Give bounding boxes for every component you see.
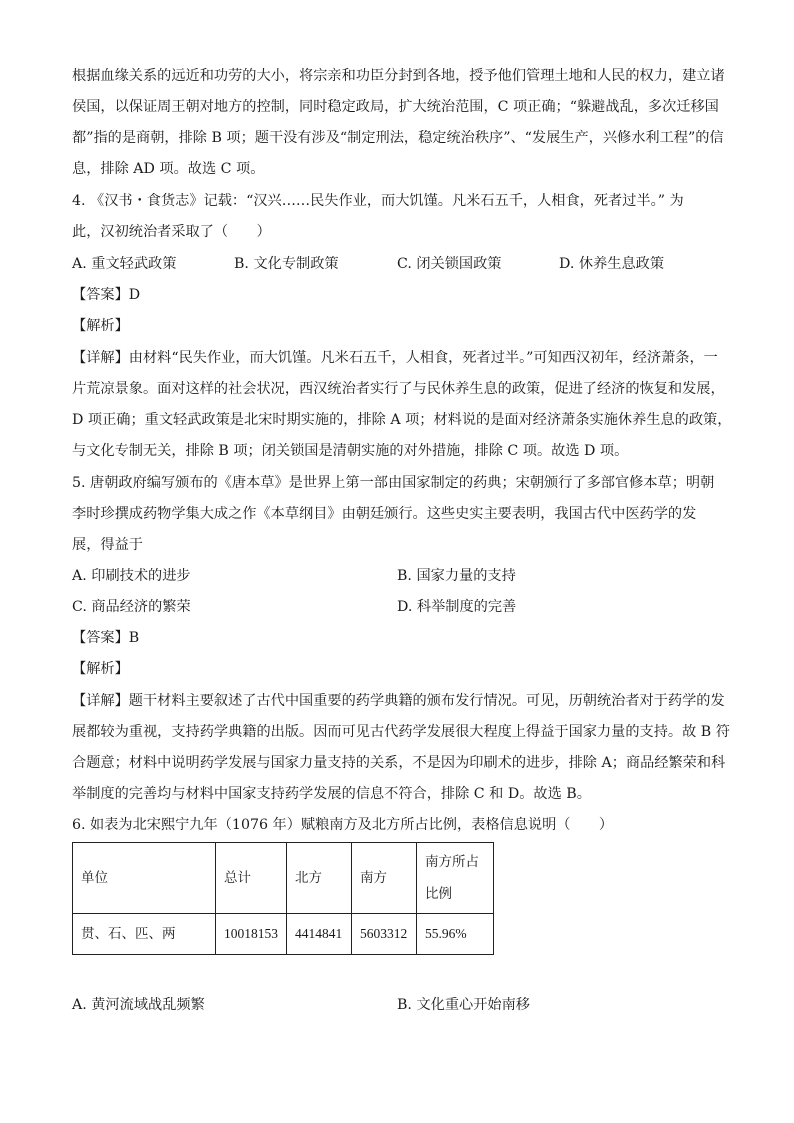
q4-detail-line: D 项正确；重文轻武政策是北宋时期实施的，排除 A 项；材料说的是面对经济萧条实施休养生息的政策， [72,412,732,428]
header-line: 比例 [425,886,452,902]
q4-detail-line: 【详解】由材料“民失作业，而大饥馑。凡米石五千，人相食，死者过半。”可知西汉初年，经济萧条，一 [72,350,718,366]
paragraph-line: 都”指的是商朝，排除 B 项；题干没有涉及“制定刑法，稳定统治秩序”、“发展生产，兴修水利工程”的信 [72,130,724,146]
q4-option-b: B. 文化专制政策 [234,256,339,272]
q5-detail-line: 举制度的完善均与材料中国家支持药学发展的信息不符合，排除 C 和 D。故选 B。 [72,786,591,802]
q5-option-d: D. 科举制度的完善 [397,599,517,615]
table-row [73,914,494,955]
q5-answer: 【答案】B [72,630,140,646]
tax-grain-table [72,842,494,955]
q4-answer: 【答案】D [72,287,141,303]
question-6-stem: 6. 如表为北宋熙宁九年（1076 年）赋粮南方及北方所占比例，表格信息说明（ ） [72,817,614,833]
q4-option-c: C. 闭关锁国政策 [397,256,502,272]
table-header-cell: 北方 [287,843,352,914]
question-5-stem: 展，得益于 [72,537,143,553]
q5-detail-line: 展都较为重视，支持药学典籍的出版。因而可见古代药学发展很大程度上得益于国家力量的支持。故 B 符 [72,724,730,740]
q5-option-c: C. 商品经济的繁荣 [72,599,191,615]
q4-option-a: A. 重文轻武政策 [72,256,177,272]
q4-analysis-label: 【解析】 [72,318,129,334]
q4-detail-line: 片荒凉景象。面对这样的社会状况，西汉统治者实行了与民休养生息的政策，促进了经济的恢复和发展， [72,381,725,397]
question-5-stem: 李时珍撰成药物学集大成之作《本草纲目》由朝廷颁行。这些史实主要表明，我国古代中医药学的发 [72,506,697,522]
question-5-stem: 5. 唐朝政府编写颁布的《唐本草》是世界上第一部由国家制定的药典；宋朝颁行了多部官修本草；明朝 [72,475,715,491]
q4-option-d: D. 休养生息政策 [559,256,665,272]
q6-option-b: B. 文化重心开始南移 [397,997,530,1013]
q5-analysis-label: 【解析】 [72,661,129,677]
question-4-stem: 4. 《汉书・食货志》记载：“汉兴……民失作业，而大饥馑。凡米石五千，人相食，死者过半。” 为 [72,193,684,209]
q5-option-a: A. 印刷技术的进步 [72,568,191,584]
table-cell: 55.96% [417,914,494,955]
paragraph-line: 侯国，以保证周王朝对地方的控制，同时稳定政局，扩大统治范围，C 项正确；“躲避战乱，多次迁移国 [72,99,719,115]
table-header-cell: 单位 [73,843,216,914]
q5-detail-line: 【详解】题干材料主要叙述了古代中国重要的药学典籍的颁布发行情况。可见，历朝统治者对于药学的发 [72,693,725,709]
table-header-cell: 总计 [216,843,287,914]
header-line: 南方所占 [425,854,479,870]
table-header-cell [417,843,494,914]
table-cell: 5603312 [352,914,417,955]
table-header-cell: 南方 [352,843,417,914]
paragraph-line: 根据血缘关系的远近和功劳的大小，将宗亲和功臣分封到各地，授予他们管理土地和人民的权力，建立诸 [72,68,725,84]
q6-option-a: A. 黄河流域战乱频繁 [72,997,205,1013]
table-cell: 10018153 [216,914,287,955]
table-header-row [73,843,494,914]
paragraph-line: 息，排除 AD 项。故选 C 项。 [72,161,265,177]
q5-detail-line: 合题意；材料中说明药学发展与国家力量支持的关系，不是因为印刷术的进步，排除 A；商品经繁荣和科 [72,755,726,771]
q5-option-b: B. 国家力量的支持 [397,568,516,584]
question-4-stem: 此，汉初统治者采取了（ ） [72,224,271,240]
table-cell: 4414841 [287,914,352,955]
table-cell: 贯、石、匹、两 [73,914,216,955]
q4-detail-line: 与文化专制无关，排除 B 项；闭关锁国是清朝实施的对外措施，排除 C 项。故选 D 项。 [72,443,629,459]
